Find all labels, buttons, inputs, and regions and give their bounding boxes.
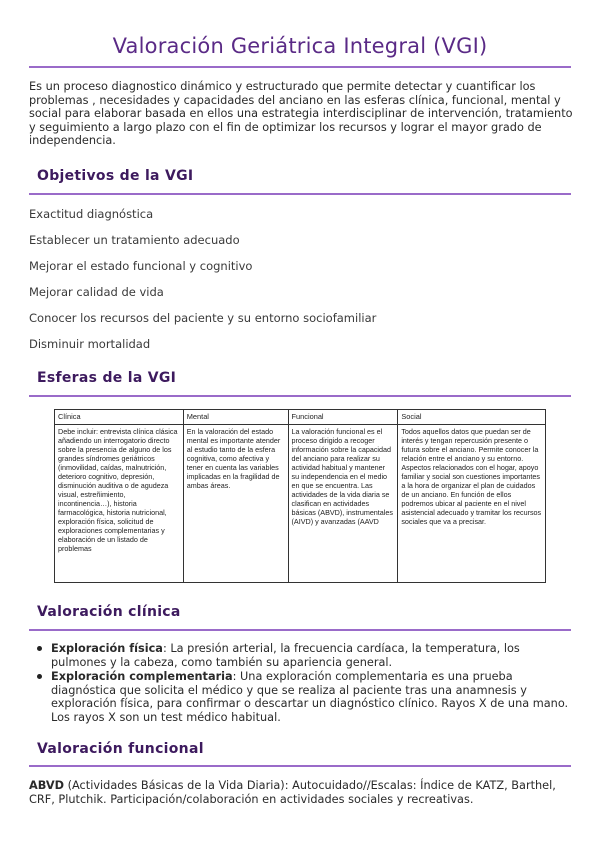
- objetivo-item: Mejorar el estado funcional y cognitivo: [29, 259, 253, 273]
- table-header-cell: Social: [398, 410, 546, 425]
- objetivos-divider: [29, 193, 571, 195]
- clinica-list: [29, 642, 574, 726]
- esferas-divider: [29, 395, 571, 397]
- page-title: Valoración Geriátrica Integral (VGI): [112, 34, 488, 58]
- abvd-text: (Actividades Básicas de la Vida Diaria): Autocuidado//Escalas: Índice de KATZ, Barthel, CRF, Plutchik. Participación/colaboración en actividades sociales y recreativas.: [29, 779, 556, 806]
- objetivo-item: Conocer los recursos del paciente y su entorno sociofamiliar: [29, 311, 377, 325]
- objetivo-item: Disminuir mortalidad: [29, 337, 151, 351]
- bullet-icon: [37, 674, 42, 679]
- intro-paragraph: Es un proceso diagnostico dinámico y estructurado que permite detectar y cuantificar los problemas , necesidades y capacidades del anciano en las esferas clínica, funcional, mental y social para elaborar basada en ellos una estrategia interdisciplinar de intervención, tratamiento y seguimiento a largo plazo con el fin de optimizar los recursos y lograr el mayor grado de independencia.: [29, 80, 573, 148]
- clinica-heading: Valoración clínica: [37, 604, 181, 620]
- esferas-table: [54, 409, 546, 583]
- table-cell-mental: En la valoración del estado mental es importante atender al estudio tanto de la esfera cognitiva, como afectiva y tener en cuenta las variables implicadas en la fragilidad de ambas áreas.: [183, 425, 288, 583]
- table-header-cell: Mental: [183, 410, 288, 425]
- objetivo-item: Establecer un tratamiento adecuado: [29, 233, 240, 247]
- table-row: [55, 425, 546, 583]
- list-item-text: : Una exploración complementaria es una prueba diagnóstica que solicita el médico y que se realiza al paciente tras una anamnesis y exploración física, para confirmar o descartar un diagnóstico clínico. Rayos X de una mano. Los rayos X son un test médico habitual.: [51, 670, 569, 724]
- list-item-text: : La presión arterial, la frecuencia cardíaca, la temperatura, los pulmones y la cabeza, como también su apariencia general.: [51, 642, 520, 669]
- table-header-cell: Clínica: [55, 410, 184, 425]
- table-cell-social: Todos aquellos datos que puedan ser de interés y tengan repercusión presente o futura sobre el anciano. Permite conocer la relación entre el anciano y su entorno. Aspectos relacionados con el hogar, apoyo familiar y social son cuestiones importantes a la hora de organizar el plan de cuidados de un anciano. En función de ellos podremos ubicar al paciente en el nivel asistencial adecuado y tramitar los recursos sociales que va a precisar.: [398, 425, 546, 583]
- funcional-heading: Valoración funcional: [37, 741, 204, 757]
- title-divider: [29, 66, 571, 68]
- bullet-icon: [37, 646, 42, 651]
- table-cell-funcional: La valoración funcional es el proceso dirigido a recoger información sobre la capacidad del anciano para realizar su actividad habitual y mantener su independencia en el medio en que se encuentra. Las actividades de la vida diaria se clasifican en actividades básicas (ABVD), instrumentales (AIVD) y avanzadas (AAVD: [288, 425, 398, 583]
- list-item-term: Exploración complementaria: [51, 670, 233, 684]
- list-item: [29, 642, 574, 669]
- list-item-term: Exploración física: [51, 642, 163, 655]
- objetivo-item: Exactitud diagnóstica: [29, 207, 154, 221]
- list-item: [29, 670, 574, 724]
- table-header-cell: Funcional: [288, 410, 398, 425]
- objetivo-item: Mejorar calidad de vida: [29, 285, 164, 299]
- clinica-divider: [29, 629, 571, 631]
- table-cell-clinica: Debe incluir: entrevista clínica clásica añadiendo un interrogatorio directo sobre la presencia de alguno de los grandes síndromes geriátricos (inmovilidad, caídas, malnutrición, deterioro cognitivo, depresión, disminución auditiva o de agudeza visual, estreñimiento, incontinencia…), historia farmacológica, historia nutricional, exploración física, solicitud de exploraciones complementarias y elaboración de un listado de problemas: [55, 425, 184, 583]
- objetivos-heading: Objetivos de la VGI: [37, 168, 194, 184]
- table-header-row: [55, 410, 546, 425]
- esferas-heading: Esferas de la VGI: [37, 370, 177, 386]
- funcional-paragraph: [29, 779, 574, 807]
- abvd-term: ABVD: [29, 779, 65, 792]
- funcional-divider: [29, 765, 571, 767]
